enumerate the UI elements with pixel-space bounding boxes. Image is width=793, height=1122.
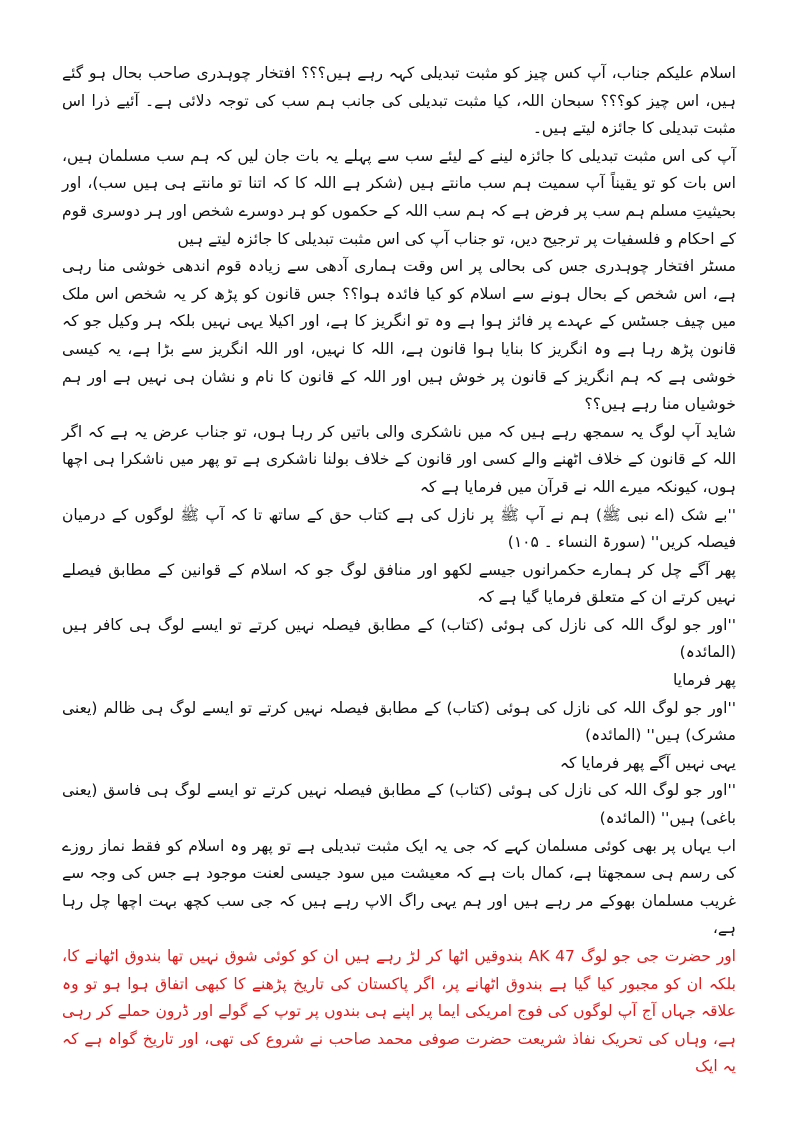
quote-nisa: ''بے شک (اے نبی ﷺ) ہم نے آپ ﷺ پر نازل کی ہے کتاب حق کے ساتھ تا کہ آپ ﷺ لوگوں کے درمیان فیصلہ کریں'' (سورۃ النساء ۔ ۱۰۵): [62, 505, 736, 552]
document-body: [62, 60, 736, 1081]
paragraph-ingratitude: شاید آپ لوگ یہ سمجھ رہے ہیں کہ میں ناشکری والی باتیں کر رہا ہوں، تو جناب عرض یہ ہے کہ اگر اللہ کے قانون کے خلاف اٹھنے والے کسی اور قانون کے خلاف بولنا ناشکری ہے تو پھر میں ناشکرا ہی اچھا ہوں، کیونکہ میرے اللہ نے قرآن میں فرمایا ہے کہ: [62, 422, 736, 496]
paragraph-chief-justice: مسٹر افتخار چوہدری جس کی بحالی پر اس وقت ہماری آدھی سے زیادہ قوم اندھی خوشی منا رہی ہے، اس شخص کے بحال ہونے سے اسلام کو کیا فائدہ ہوا؟؟ جس قانون کو پڑھ کر یہ شخص اس ملک میں چیف جسٹس کے عہدے پر فائز ہوا ہے وہ تو انگریز کا ہے، اور اکیلا یہی نہیں بلکہ ہر وکیل جو کہ قانون پڑھ رہا ہے وہ انگریز کا بنایا ہوا قانون ہے، اللہ کا نہیں، اور اللہ انگریز سے بڑا ہے، یہ کیسی خوشی ہے کہ ہم انگریز کے قانون پر خوش ہیں اور اللہ کے قانون کا نام و نشان ہی نہیں ہے اور ہم خوشیاں منا رہے ہیں؟؟: [62, 257, 736, 414]
paragraph-economy: اب یہاں پر بھی کوئی مسلمان کہے کہ جی یہ ایک مثبت تبدیلی ہے تو پھر وہ اسلام کو فقط نماز روزے کی رسم ہی سمجھتا ہے، کمال بات ہے کہ معیشت میں سود جیسی لعنت موجود ہے جس کی وجہ سے غریب مسلمان بھوکے مر رہے ہیں اور ہم یہی راگ الاپ رہے ہیں کہ جی سب کچھ بہت اچھا چل رہا ہے،: [62, 836, 736, 938]
paragraph-rulers: پھر آگے چل کر ہمارے حکمرانوں جیسے لکھو اور منافق لوگ جو کہ اسلام کے قوانین کے مطابق فیصلے نہیں کرتے ان کے متعلق فرمایا گیا ہے کہ: [62, 560, 736, 607]
paragraph-muslim-duty: آپ کی اس مثبت تبدیلی کا جائزہ لینے کے لیئے سب سے پہلے یہ بات جان لیں کہ ہم سب مسلمان ہیں، اس بات کو تو یقیناً آپ سمیت ہم سب مانتے ہیں (شکر ہے اللہ کا کہ اتنا تو مانتے ہی ہیں سب)، اور بحیثیتِ مسلم ہم سب پر فرض ہے کہ ہم سب اللہ کے حکموں کو ہر دوسرے شخص اور ہر دوسری قوم کے احکام و فلسفیات پر ترجیح دیں، تو جناب آپ کی اس مثبت تبدیلی کا جائزہ لیتے ہیں: [62, 146, 736, 248]
paragraph-greeting: اسلام علیکم جناب، آپ کس چیز کو مثبت تبدیلی کہہ رہے ہیں؟؟؟ افتخار چوہدری صاحب بحال ہو گئے ہیں، اس چیز کو؟؟؟ سبحان اللہ، کیا مثبت تبدیلی کی جانب ہم سب کی توجہ دلائی ہے۔ آئیے ذرا اس مثبت تبدیلی کا جائزہ لیتے ہیں۔: [62, 64, 736, 138]
quote-maidah-zalim: ''اور جو لوگ اللہ کی نازل کی ہوئی (کتاب) کے مطابق فیصلہ نہیں کرتے تو ایسے لوگ ہی ظالم (یعنی مشرک) ہیں'' (المائدہ): [62, 698, 736, 745]
quote-maidah-fasiq: ''اور جو لوگ اللہ کی نازل کی ہوئی (کتاب) کے مطابق فیصلہ نہیں کرتے تو ایسے لوگ ہی فاسق (یعنی باغی) ہیں'' (المائدہ): [62, 781, 736, 828]
paragraph-phir-farmaya: پھر فرمایا: [673, 671, 736, 690]
paragraph-red-history: اور حضرت جی جو لوگ AK 47 بندوقیں اٹھا کر لڑ رہے ہیں ان کو کوئی شوق نہیں تھا بندوق اٹھانے کا، بلکہ ان کو مجبور کیا گیا ہے بندوق اٹھانے پر، اگر پاکستان کی تاریخ پڑھنے کا کبھی اتفاق ہوا ہو تو وہ علاقہ جہاں آج آپ لوگوں کی فوج امریکی ایما پر اپنے ہی بندوں پر توپ کے گولے اور ڈرون حملے کر رہی ہے، وہاں کی تحریک نفاذ شریعت حضرت صوفی محمد صاحب نے شروع کی تھی، اور تاریخ گواہ ہے کہ یہ ایک: [62, 947, 736, 1076]
quote-maidah-kafir: ''اور جو لوگ اللہ کی نازل کی ہوئی (کتاب) کے مطابق فیصلہ نہیں کرتے تو ایسے لوگ ہی کافر ہیں (المائدہ): [62, 615, 736, 662]
paragraph-aage-farmaya: یہی نہیں آگے پھر فرمایا کہ: [559, 753, 736, 772]
